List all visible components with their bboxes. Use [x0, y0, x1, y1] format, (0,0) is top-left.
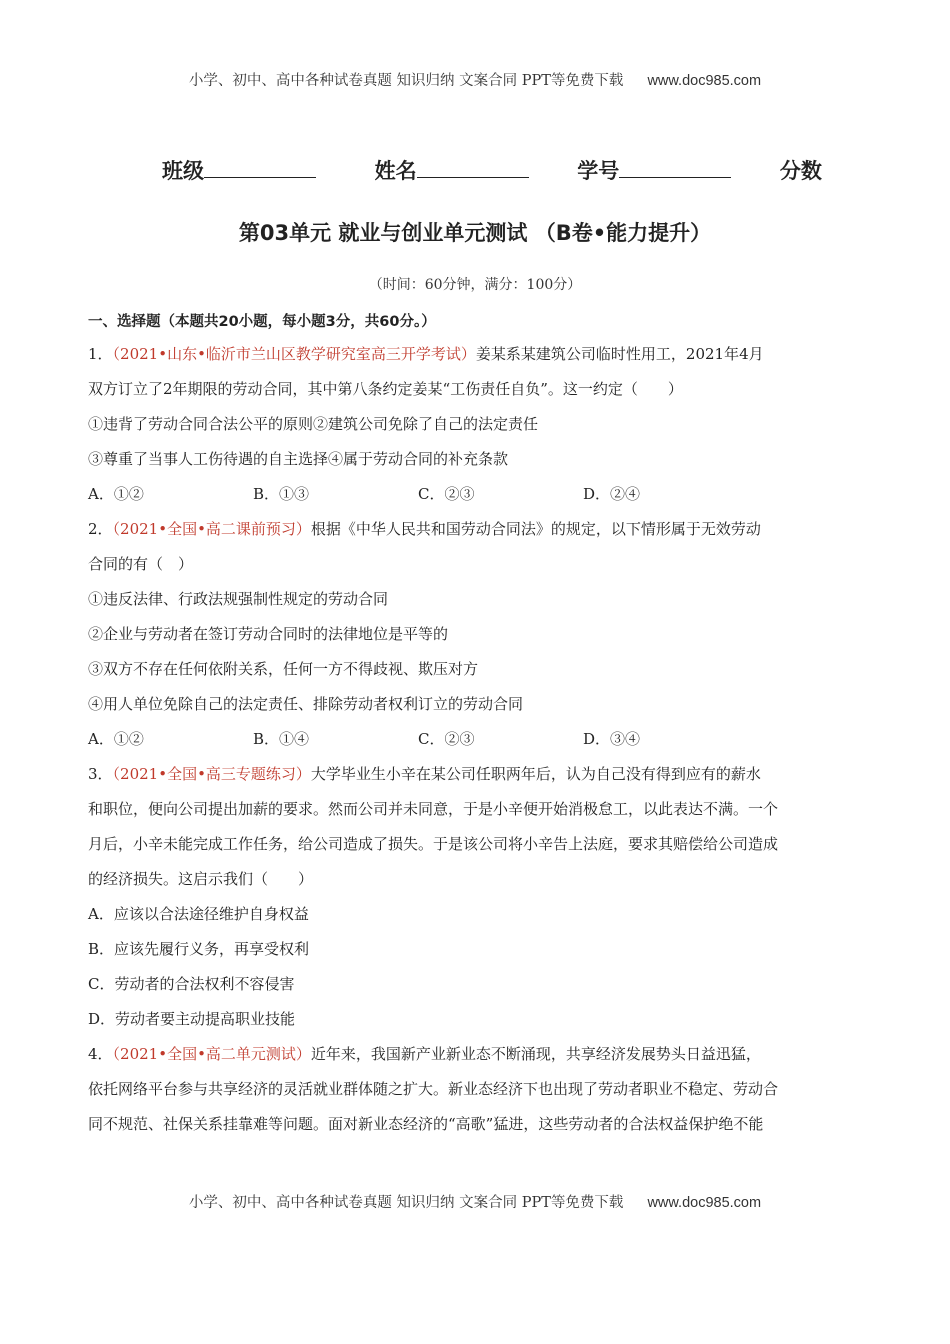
q2-source: （2021•全国•高二课前预习） — [112, 520, 311, 538]
student-info-row — [162, 155, 822, 185]
q4-line-1 — [88, 1037, 863, 1072]
class-blank[interactable] — [204, 155, 316, 178]
q1-option-a[interactable]: A．①② — [88, 485, 144, 503]
q4-stem-1: 近年来，我国新产业新业态不断涌现，共享经济发展势头日益迅猛， — [310, 1045, 761, 1063]
class-label: 班级 — [162, 159, 204, 183]
questions — [88, 337, 863, 1142]
q2-stem-2: 合同的有（ ） — [88, 555, 194, 573]
q4-number: 4． — [88, 1045, 113, 1063]
q3-source: （2021•全国•高三专题练习） — [112, 765, 311, 783]
q2-option-d[interactable]: D．③④ — [583, 730, 641, 748]
q1-stem-1: 姜某系某建筑公司临时性用工，2021年4月 — [475, 345, 764, 363]
q2-options — [88, 722, 863, 757]
header-text: 小学、初中、高中各种试卷真题 知识归纳 文案合同 PPT等免费下载 — [188, 73, 624, 89]
id-blank[interactable] — [619, 155, 731, 178]
page-title: 第03单元 就业与创业单元测试 （B卷•能力提升） — [238, 221, 712, 245]
q4-stem-3: 同不规范、社保关系挂靠难等问题。面对新业态经济的“高歌”猛进，这些劳动者的合法权益保护绝不能 — [88, 1115, 764, 1133]
footer-url[interactable]: www.doc985.com — [647, 1195, 762, 1211]
header-url[interactable]: www.doc985.com — [647, 73, 762, 89]
q1-item-2: ③尊重了当事人工伤待遇的自主选择④属于劳动合同的补充条款 — [88, 450, 509, 468]
q3-number: 3． — [88, 765, 113, 783]
footer-text: 小学、初中、高中各种试卷真题 知识归纳 文案合同 PPT等免费下载 — [188, 1195, 624, 1211]
q4-stem-2: 依托网络平台参与共享经济的灵活就业群体随之扩大。新业态经济下也出现了劳动者职业不稳定、劳动合 — [88, 1080, 779, 1098]
q3-stem-4: 的经济损失。这启示我们（ ） — [88, 870, 314, 888]
score-label: 分数 — [779, 159, 822, 183]
q2-option-c[interactable]: C．②③ — [418, 730, 475, 748]
q1-stem-2: 双方订立了2年期限的劳动合同，其中第八条约定姜某“工伤责任自负”。这一约定（ ） — [88, 380, 683, 398]
section-heading: 一、选择题（本题共20小题，每小题3分，共60分。） — [88, 314, 436, 330]
q2-item-2: ②企业与劳动者在签订劳动合同时的法律地位是平等的 — [88, 625, 449, 643]
q1-option-d[interactable]: D．②④ — [583, 485, 641, 503]
q1-source: （2021•山东•临沂市兰山区教学研究室高三开学考试） — [112, 345, 476, 363]
q2-item-4: ④用人单位免除自己的法定责任、排除劳动者权利订立的劳动合同 — [88, 695, 524, 713]
q2-option-a[interactable]: A．①② — [88, 730, 144, 748]
q3-line-1 — [88, 757, 863, 792]
q1-number: 1． — [88, 345, 113, 363]
q2-number: 2． — [88, 520, 113, 538]
q1-option-c[interactable]: C．②③ — [418, 485, 475, 503]
q3-option-b[interactable]: B．应该先履行义务，再享受权利 — [88, 940, 310, 958]
q1-item-1: ①违背了劳动合同合法公平的原则②建筑公司免除了自己的法定责任 — [88, 415, 539, 433]
q1-option-b[interactable]: B．①③ — [253, 485, 310, 503]
q1-line-1 — [88, 337, 863, 372]
q2-item-1: ①违反法律、行政法规强制性规定的劳动合同 — [88, 590, 389, 608]
q2-item-3: ③双方不存在任何依附关系，任何一方不得歧视、欺压对方 — [88, 660, 479, 678]
q1-options — [88, 477, 863, 512]
q3-stem-1: 大学毕业生小辛在某公司任职两年后，认为自己没有得到应有的薪水 — [310, 765, 761, 783]
q3-stem-2: 和职位，便向公司提出加薪的要求。然而公司并未同意，于是小辛便开始消极怠工，以此表达不满。一个 — [88, 800, 779, 818]
name-label: 姓名 — [374, 159, 417, 183]
page-header — [0, 69, 950, 90]
q3-option-a[interactable]: A．应该以合法途径维护自身权益 — [88, 905, 309, 923]
q2-line-1 — [88, 512, 863, 547]
q4-source: （2021•全国•高二单元测试） — [112, 1045, 311, 1063]
page-footer — [0, 1191, 950, 1212]
q3-option-c[interactable]: C．劳动者的合法权利不容侵害 — [88, 975, 295, 993]
name-blank[interactable] — [417, 155, 529, 178]
q3-option-d[interactable]: D．劳动者要主动提高职业技能 — [88, 1010, 296, 1028]
q2-stem-1: 根据《中华人民共和国劳动合同法》的规定，以下情形属于无效劳动 — [310, 520, 761, 538]
q3-stem-3: 月后，小辛未能完成工作任务，给公司造成了损失。于是该公司将小辛告上法庭，要求其赔偿给公司造成 — [88, 835, 779, 853]
exam-subtitle: （时间：60分钟，满分：100分） — [368, 277, 582, 293]
id-label: 学号 — [577, 159, 620, 183]
q2-option-b[interactable]: B．①④ — [253, 730, 310, 748]
